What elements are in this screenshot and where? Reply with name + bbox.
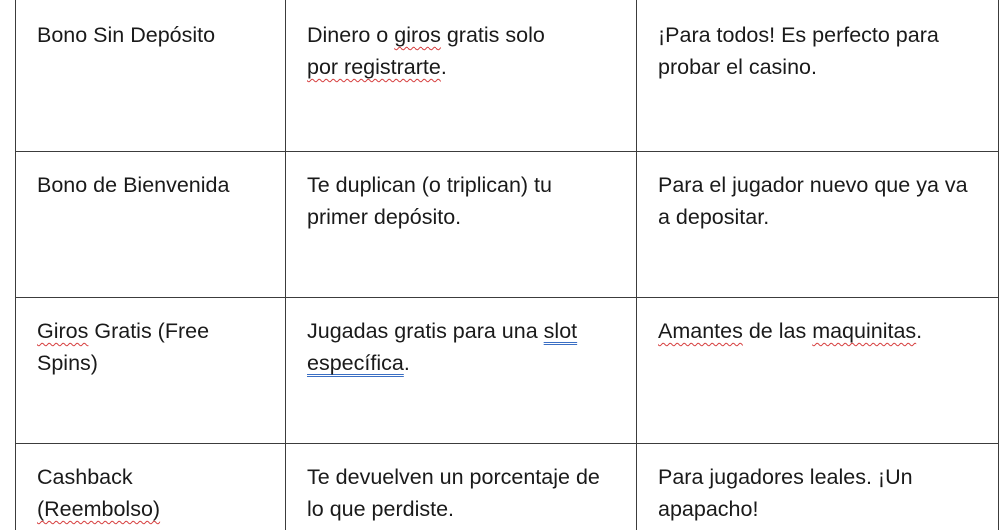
- bonus-type-cell[interactable]: Bono Sin Depósito: [16, 0, 286, 152]
- table-row: [16, 152, 999, 298]
- bonus-audience-cell[interactable]: ¡Para todos! Es perfecto para probar el casino.: [637, 0, 999, 152]
- bonus-audience-cell[interactable]: Amantes de las maquinitas.: [637, 298, 999, 444]
- bonus-audience-cell[interactable]: Para jugadores leales. ¡Un apapacho!: [637, 444, 999, 530]
- bonus-description-cell[interactable]: Te duplican (o triplican) tu primer depósito.: [286, 152, 637, 298]
- spelling-flag: (Reembolso): [37, 497, 161, 521]
- bonus-description-cell[interactable]: Te devuelven un porcentaje de lo que perdiste.: [286, 444, 637, 530]
- bonus-audience-cell[interactable]: Para el jugador nuevo que ya va a depositar.: [637, 152, 999, 298]
- spelling-flag: maquinitas: [812, 319, 917, 343]
- bonus-type-cell[interactable]: Bono de Bienvenida: [16, 152, 286, 298]
- spelling-flag: Amantes: [658, 319, 743, 343]
- spelling-flag: giros: [394, 23, 441, 47]
- bonus-description-cell[interactable]: Dinero o giros gratis solo por registrarte.: [286, 0, 637, 152]
- spelling-flag: Giros: [37, 319, 89, 343]
- bonus-description-cell[interactable]: Jugadas gratis para una slot específica.: [286, 298, 637, 444]
- table-row: [16, 298, 999, 444]
- bonus-types-table: [15, 0, 999, 530]
- spelling-flag: por registrarte: [307, 55, 441, 79]
- bonus-type-cell[interactable]: Giros Gratis (Free Spins): [16, 298, 286, 444]
- table-row: [16, 444, 999, 530]
- table-row: [16, 0, 999, 152]
- grammar-flag: slot específica: [307, 319, 578, 375]
- bonus-type-cell[interactable]: Cashback (Reembolso): [16, 444, 286, 530]
